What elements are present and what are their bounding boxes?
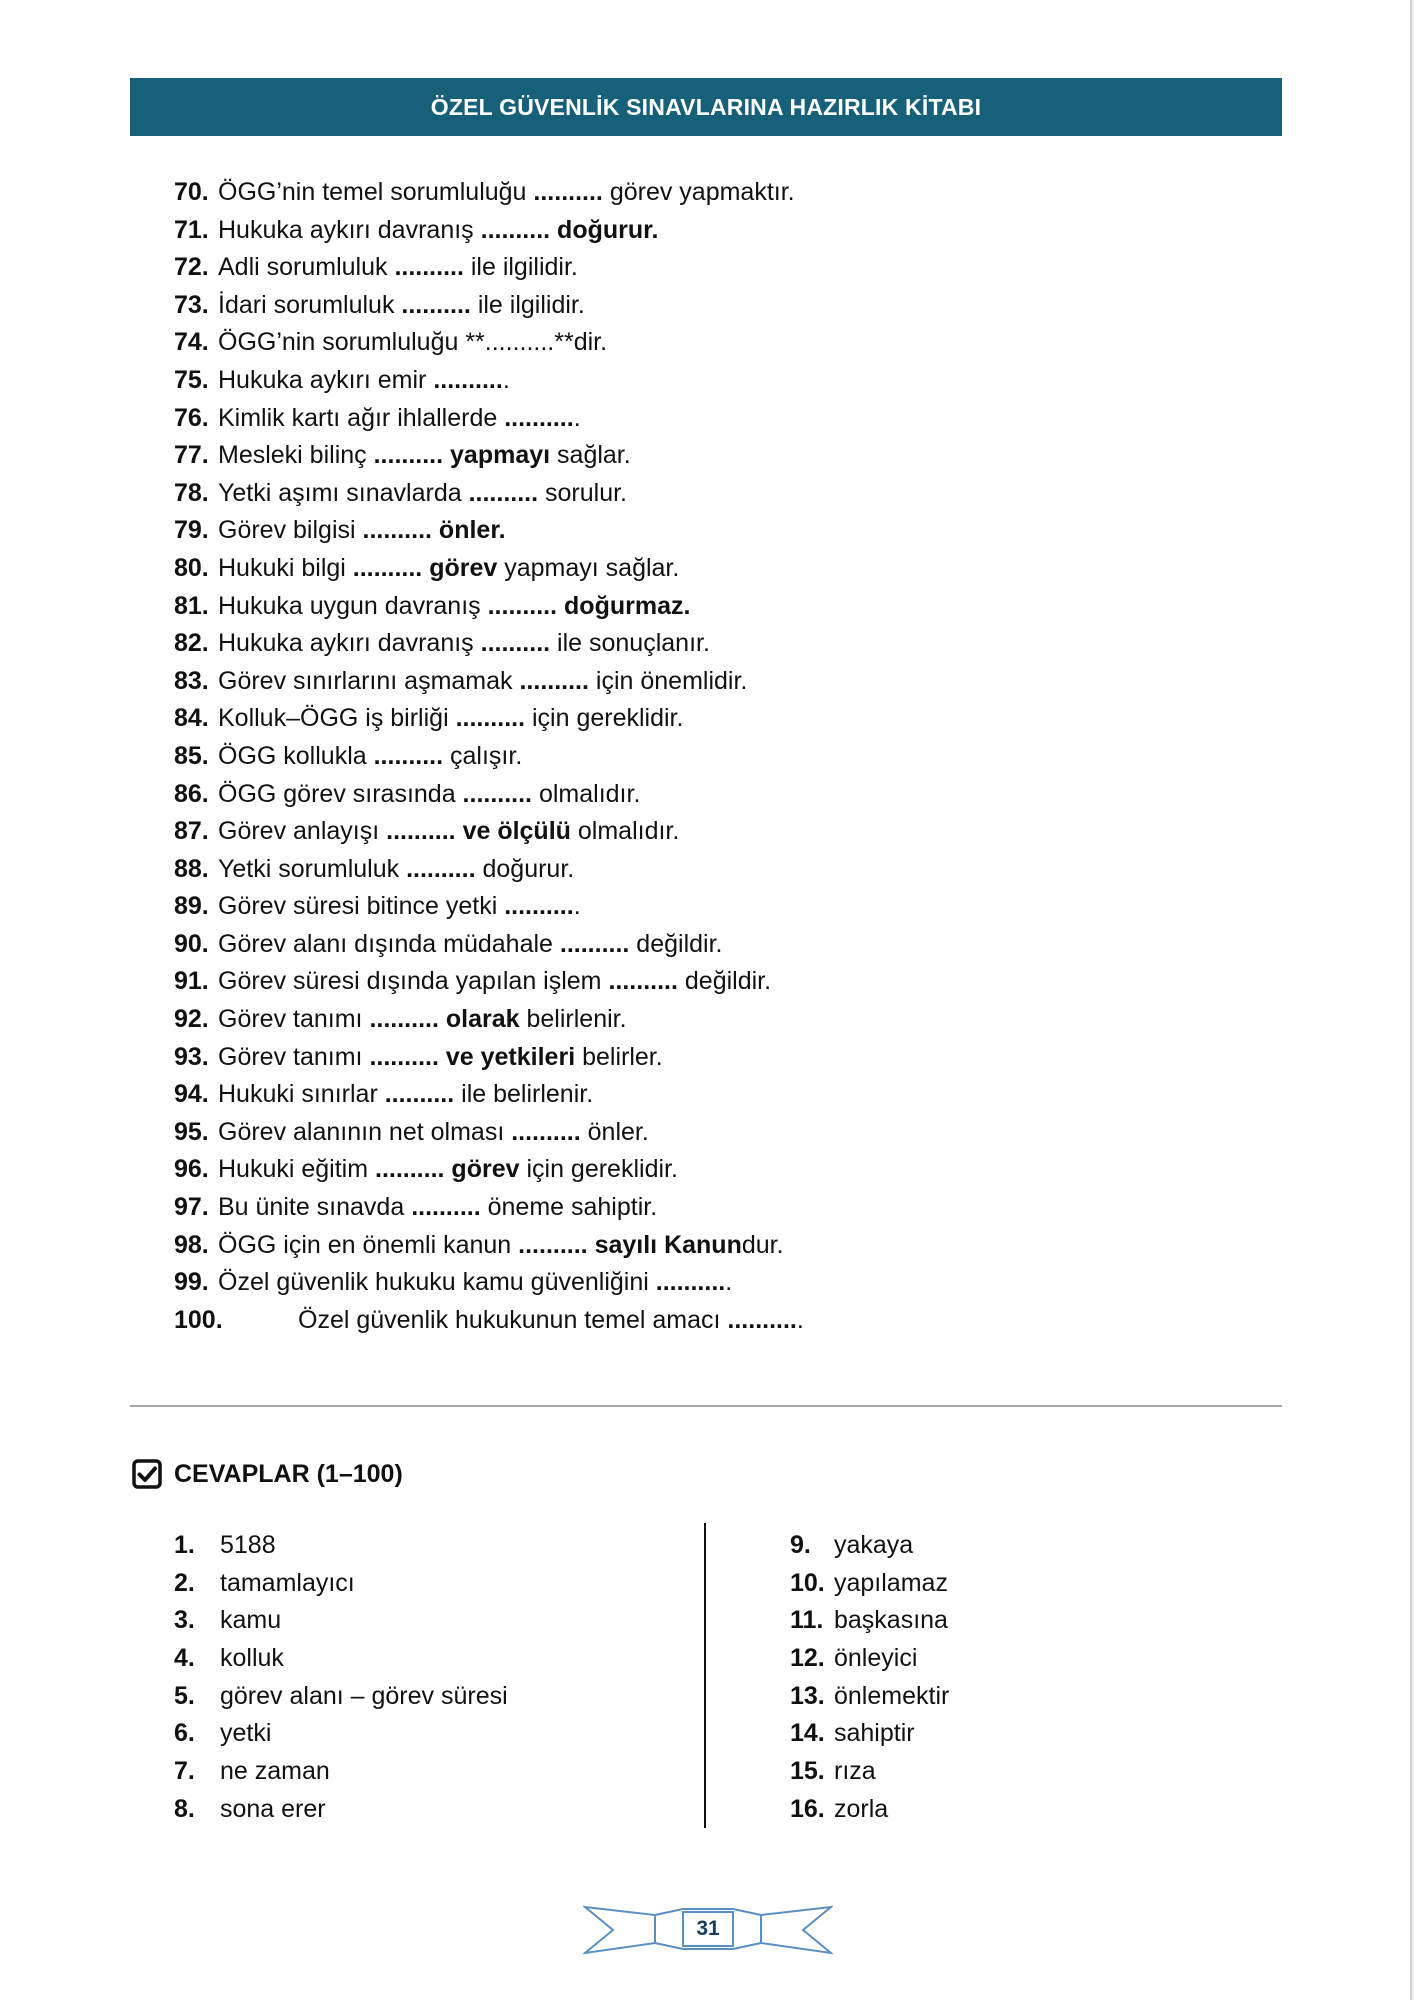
question-text: ..........: [373, 441, 444, 470]
question-text: ..........: [480, 215, 551, 244]
answer-text: yapılamaz: [834, 1568, 948, 1597]
question-item: [174, 1189, 1234, 1227]
question-text: ..........: [455, 704, 526, 733]
question-text: .: [502, 365, 510, 394]
question-text: [456, 817, 463, 845]
question-number: 94.: [174, 1080, 209, 1109]
answer-number: 15.: [790, 1757, 825, 1786]
question-text: ..........: [533, 178, 603, 206]
answer-number: 8.: [174, 1794, 195, 1823]
question-text: Görev süresi dışında yapılan işlem: [218, 967, 609, 996]
question-number: 93.: [174, 1042, 209, 1071]
checkbox-checked-icon: [132, 1459, 162, 1489]
question-item: [174, 588, 1234, 626]
answer-item: [174, 1791, 508, 1829]
question-number: 76.: [174, 403, 209, 432]
question-item: [174, 550, 1234, 588]
page-number-ribbon: [583, 1895, 833, 1965]
question-text: ve yetkileri: [445, 1042, 576, 1071]
answer-number: 10.: [790, 1568, 825, 1597]
answer-item: [790, 1715, 949, 1753]
question-text: Kolluk–ÖGG iş birliği: [218, 704, 456, 733]
question-item: [174, 1264, 1234, 1302]
question-text: ..........: [462, 779, 533, 808]
question-text: görev: [429, 553, 498, 582]
answer-number: 3.: [174, 1606, 195, 1635]
question-item: [174, 475, 1234, 513]
question-text: [550, 216, 557, 244]
answer-item: [174, 1753, 508, 1791]
question-text: değildir.: [677, 967, 772, 996]
question-text: ÖGG kollukla: [218, 741, 374, 770]
question-text: değildir.: [629, 929, 723, 958]
question-text: Görev tanımı: [218, 1005, 370, 1034]
answer-text: kolluk: [220, 1644, 284, 1673]
question-number: 84.: [174, 704, 209, 733]
question-text: ..........: [504, 403, 574, 432]
question-text: ÖGG’nin temel sorumluluğu: [218, 178, 534, 206]
question-text: Özel güvenlik hukuku kamu güvenliğini: [218, 1268, 656, 1297]
question-text: Özel güvenlik hukukunun temel amacı: [298, 1305, 728, 1334]
page-header: [130, 78, 1282, 136]
answer-item: [790, 1565, 949, 1603]
answer-text: başkasına: [834, 1606, 948, 1635]
question-text: ..........: [559, 929, 630, 958]
question-number: 75.: [174, 365, 209, 394]
question-text: ile ilgilidir.: [463, 253, 578, 282]
answer-text: sona erer: [220, 1794, 326, 1823]
question-text: Mesleki bilinç: [218, 441, 374, 470]
question-number: 91.: [174, 967, 209, 996]
question-text: ..........: [655, 1268, 726, 1297]
question-text: önler.: [580, 1117, 649, 1146]
question-text: için gereklidir.: [525, 704, 684, 733]
question-item: [174, 249, 1234, 287]
question-number: 79.: [174, 516, 209, 545]
question-text: ..........: [487, 591, 558, 620]
question-number: 72.: [174, 253, 209, 282]
question-text: Görev bilgisi: [218, 516, 363, 545]
answer-item: [790, 1602, 949, 1640]
question-item: [174, 174, 1234, 212]
question-text: Görev alanı dışında müdahale: [218, 929, 560, 958]
question-text: ..........: [394, 253, 464, 282]
question-number: 87.: [174, 817, 209, 846]
question-text: sayılı Kanun: [594, 1230, 742, 1259]
question-item: [174, 212, 1234, 250]
question-number: 88.: [174, 854, 209, 883]
answer-item: [174, 1565, 508, 1603]
question-item: [174, 738, 1234, 776]
question-number: 73.: [174, 290, 209, 319]
question-item: [174, 1302, 1234, 1340]
question-number: 80.: [174, 553, 209, 582]
question-text: öneme sahiptir.: [480, 1193, 658, 1222]
question-text: ile belirlenir.: [454, 1080, 594, 1109]
answer-item: [790, 1791, 949, 1829]
question-text: .: [573, 892, 581, 921]
answer-text: yetki: [220, 1719, 272, 1748]
question-text: ..........: [608, 967, 678, 996]
answer-number: 12.: [790, 1644, 825, 1673]
answer-item: [790, 1527, 949, 1565]
question-number: 77.: [174, 441, 209, 470]
answer-item: [174, 1678, 508, 1716]
question-text: belirlenir.: [519, 1005, 627, 1034]
question-item: [174, 851, 1234, 889]
answer-item: [790, 1678, 949, 1716]
question-text: ..........: [504, 892, 574, 921]
question-text: sorulur.: [538, 478, 627, 507]
question-text: Görev anlayışı: [218, 817, 387, 846]
question-text: İdari sorumluluk: [218, 290, 402, 319]
answer-number: 14.: [790, 1719, 825, 1748]
question-number: 96.: [174, 1155, 209, 1184]
question-text: görev yapmaktır.: [602, 178, 795, 206]
question-text: olmalıdır.: [532, 779, 641, 808]
question-text: [557, 592, 564, 620]
question-item: [174, 362, 1234, 400]
question-item: [174, 926, 1234, 964]
question-item: [174, 324, 1234, 362]
answer-number: 7.: [174, 1757, 195, 1786]
question-number: 70.: [174, 178, 209, 206]
answer-text: zorla: [834, 1794, 889, 1823]
question-number: 90.: [174, 929, 209, 958]
answer-item: [174, 1527, 508, 1565]
answer-text: yakaya: [834, 1531, 914, 1559]
question-text: doğurur.: [557, 215, 659, 244]
question-text: [439, 1005, 446, 1033]
question-text: olmalıdır.: [570, 817, 680, 846]
question-list: [174, 174, 1234, 1339]
question-item: [174, 776, 1234, 814]
question-item: [174, 813, 1234, 851]
question-number: 99.: [174, 1268, 209, 1297]
question-number: 81.: [174, 591, 209, 620]
answer-number: 5.: [174, 1681, 195, 1710]
question-text: Kimlik kartı ağır ihlallerde: [218, 403, 505, 432]
question-number: 89.: [174, 892, 209, 921]
question-text: için önemlidir.: [588, 666, 748, 695]
question-text: ..........: [362, 516, 432, 545]
question-item: [174, 1001, 1234, 1039]
question-text: ile sonuçlanır.: [550, 629, 710, 658]
answers-right-column: [790, 1527, 949, 1829]
question-text: ..........: [468, 478, 539, 507]
question-text: önler.: [438, 516, 506, 545]
question-text: Yetki aşımı sınavlarda: [218, 478, 469, 507]
answer-item: [790, 1640, 949, 1678]
question-text: belirler.: [575, 1042, 663, 1071]
question-text: Adli sorumluluk: [218, 253, 395, 282]
question-text: sağlar.: [550, 441, 631, 470]
question-text: ÖGG görev sırasında: [218, 779, 463, 808]
question-text: olarak: [445, 1005, 520, 1034]
question-number: 92.: [174, 1005, 209, 1034]
question-number: 74.: [174, 328, 209, 357]
answer-text: kamu: [220, 1606, 282, 1635]
question-text: Hukuka aykırı davranış: [218, 629, 481, 658]
question-text: [439, 1043, 446, 1071]
question-text: ..........: [519, 666, 589, 695]
question-text: doğurur.: [475, 854, 575, 883]
question-item: [174, 963, 1234, 1001]
question-text: Görev tanımı: [218, 1042, 370, 1071]
question-text: .: [573, 403, 581, 432]
answer-text: görev alanı – görev süresi: [220, 1681, 508, 1710]
question-text: [443, 441, 450, 469]
answer-item: [790, 1753, 949, 1791]
question-text: için gereklidir.: [519, 1155, 678, 1184]
question-item: [174, 625, 1234, 663]
question-item: [174, 888, 1234, 926]
answer-item: [174, 1602, 508, 1640]
answer-text: ne zaman: [220, 1757, 330, 1786]
question-number: 71.: [174, 215, 209, 244]
question-text: ..........: [384, 1080, 455, 1109]
question-text: görev: [451, 1155, 520, 1184]
question-text: .: [796, 1305, 804, 1334]
question-number: 85.: [174, 741, 209, 770]
question-text: Hukuka aykırı davranış: [218, 215, 481, 244]
question-text: ÖGG’nin sorumluluğu **..........**dir.: [218, 328, 608, 357]
question-text: ..........: [386, 817, 456, 846]
question-number: 97.: [174, 1193, 209, 1222]
question-item: [174, 1151, 1234, 1189]
question-item: [174, 700, 1234, 738]
question-item: [174, 1227, 1234, 1265]
question-text: [588, 1231, 595, 1259]
question-item: [174, 1114, 1234, 1152]
question-text: ..........: [511, 1117, 581, 1146]
question-text: yapmayı sağlar.: [497, 553, 680, 582]
question-text: yapmayı: [450, 441, 551, 470]
question-text: Hukuki eğitim: [218, 1155, 375, 1184]
question-text: ..........: [518, 1230, 588, 1259]
page-number: 31: [696, 1917, 720, 1940]
answers-heading: [132, 1455, 403, 1493]
answer-item: [174, 1640, 508, 1678]
question-item: [174, 512, 1234, 550]
answer-text: sahiptir: [834, 1719, 915, 1748]
question-text: ..........: [401, 290, 471, 319]
question-text: .: [725, 1268, 733, 1297]
answer-text: tamamlayıcı: [220, 1568, 355, 1597]
answer-text: rıza: [834, 1757, 876, 1786]
question-text: Bu ünite sınavda: [218, 1193, 412, 1222]
question-text: ..........: [406, 854, 476, 883]
question-text: ..........: [433, 365, 503, 394]
question-text: çalışır.: [443, 741, 523, 770]
question-text: Hukuki bilgi: [218, 553, 353, 582]
question-text: ..........: [373, 741, 444, 770]
question-text: ..........: [375, 1155, 445, 1184]
question-text: Görev sınırlarını aşmamak: [218, 666, 520, 695]
answers-left-column: [174, 1527, 508, 1829]
question-text: Hukuka uygun davranış: [218, 591, 488, 620]
question-text: ..........: [480, 629, 551, 658]
question-item: [174, 1076, 1234, 1114]
answers-title: CEVAPLAR (1–100): [174, 1459, 403, 1488]
question-item: [174, 287, 1234, 325]
question-text: doğurmaz.: [564, 591, 691, 620]
question-item: [174, 437, 1234, 475]
question-text: ile ilgilidir.: [470, 290, 585, 319]
question-text: ..........: [369, 1005, 439, 1034]
answer-number: 4.: [174, 1644, 195, 1673]
question-text: ve ölçülü: [462, 817, 571, 846]
question-text: ÖGG için en önemli kanun: [218, 1230, 519, 1259]
answer-number: 1.: [174, 1531, 195, 1559]
answer-number: 13.: [790, 1681, 825, 1710]
question-text: Görev alanının net olması: [218, 1117, 512, 1146]
question-item: [174, 1039, 1234, 1077]
section-divider: [130, 1405, 1282, 1407]
answer-number: 16.: [790, 1794, 825, 1823]
question-text: ..........: [411, 1193, 481, 1222]
question-number: 78.: [174, 478, 209, 507]
answer-item: [174, 1715, 508, 1753]
question-text: ..........: [369, 1042, 439, 1071]
question-text: Yetki sorumluluk: [218, 854, 407, 883]
question-number: 100.: [174, 1305, 223, 1334]
question-text: Hukuki sınırlar: [218, 1080, 385, 1109]
question-text: [432, 516, 439, 544]
answer-number: 2.: [174, 1568, 195, 1597]
question-item: [174, 400, 1234, 438]
question-text: Hukuka aykırı emir: [218, 365, 434, 394]
answer-number: 11.: [790, 1606, 824, 1635]
question-number: 86.: [174, 779, 209, 808]
answer-text: önleyici: [834, 1644, 918, 1673]
answer-text: 5188: [220, 1531, 276, 1559]
answer-text: önlemektir: [834, 1681, 950, 1710]
question-number: 98.: [174, 1230, 209, 1259]
column-separator: [704, 1523, 706, 1828]
question-number: 83.: [174, 666, 209, 695]
header-title: ÖZEL GÜVENLİK SINAVLARINA HAZIRLIK KİTABI: [430, 93, 982, 120]
question-text: dur.: [741, 1230, 784, 1259]
question-item: [174, 663, 1234, 701]
question-text: ..........: [727, 1305, 797, 1334]
answer-number: 9.: [790, 1531, 811, 1559]
answer-number: 6.: [174, 1719, 195, 1748]
question-text: ..........: [352, 553, 423, 582]
question-number: 95.: [174, 1117, 209, 1146]
question-number: 82.: [174, 629, 209, 658]
question-text: Görev süresi bitince yetki: [218, 892, 505, 921]
